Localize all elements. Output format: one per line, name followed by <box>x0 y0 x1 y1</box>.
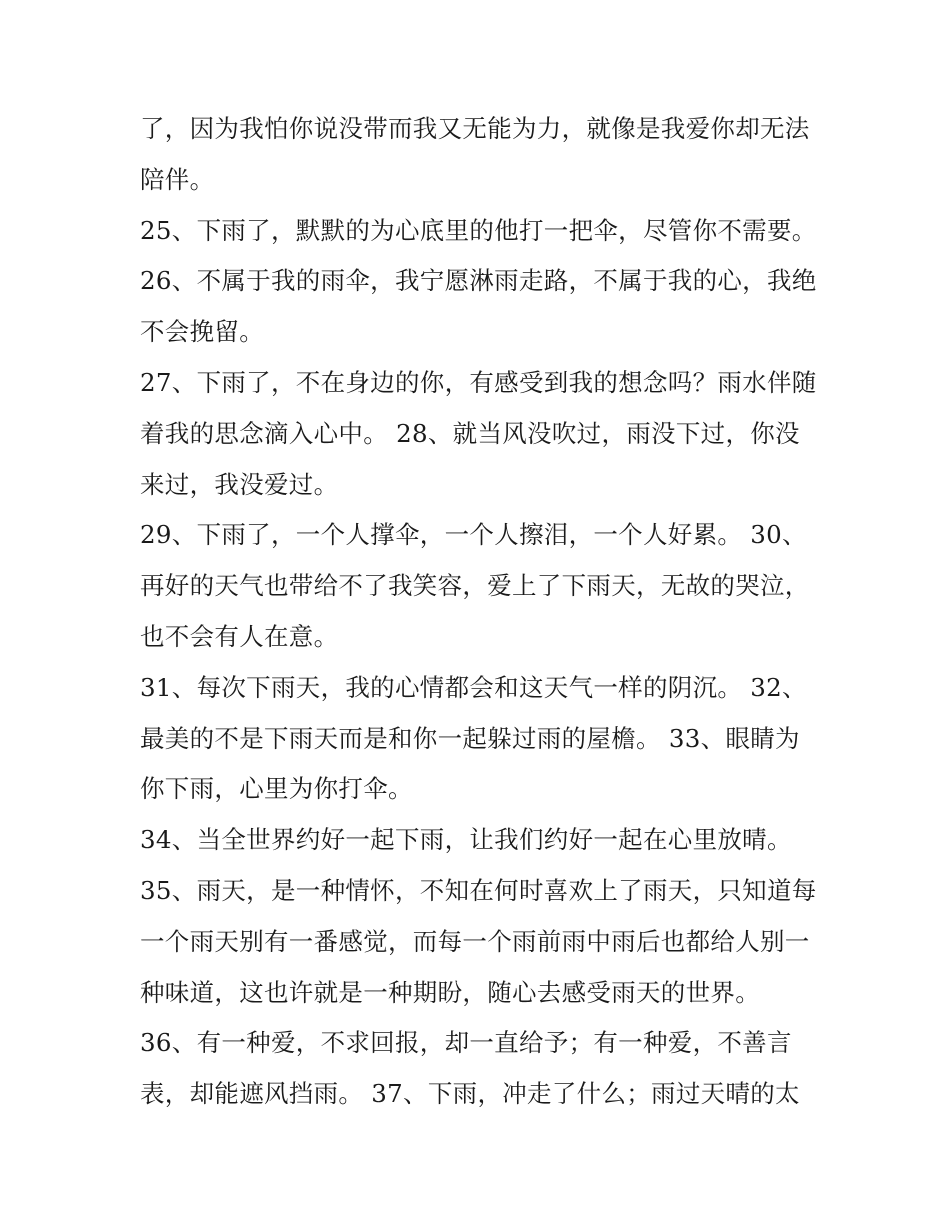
text-line: 不会挽留。 <box>140 317 264 347</box>
text-line: 36、有一种爱，不求回报，却一直给予；有一种爱，不善言 <box>140 1028 792 1058</box>
text-line: 种味道，这也许就是一种期盼，随心去感受雨天的世界。 <box>140 977 760 1007</box>
text-line: 着我的思念滴入心中。 28、就当风没吹过，雨没下过，你没 <box>140 418 800 448</box>
text-line: 表，却能遮风挡雨。 37、下雨，冲走了什么；雨过天晴的太 <box>140 1079 800 1109</box>
text-line: 陪伴。 <box>140 164 215 194</box>
text-line: 35、雨天，是一种情怀，不知在何时喜欢上了雨天，只知道每 <box>140 875 817 905</box>
text-line: 再好的天气也带给不了我笑容，爱上了下雨天，无故的哭泣， <box>140 571 810 601</box>
text-line: 34、当全世界约好一起下雨，让我们约好一起在心里放晴。 <box>140 825 792 855</box>
text-line: 25、下雨了，默默的为心底里的他打一把伞，尽管你不需要。 <box>140 215 817 245</box>
text-line: 最美的不是下雨天而是和你一起躲过雨的屋檐。 33、眼睛为 <box>140 723 800 753</box>
text-line: 31、每次下雨天，我的心情都会和这天气一样的阴沉。 32、 <box>140 672 807 702</box>
text-line: 来过，我没爱过。 <box>140 469 339 499</box>
text-line: 26、不属于我的雨伞，我宁愿淋雨走路，不属于我的心，我绝 <box>140 266 817 296</box>
text-line: 你下雨，心里为你打伞。 <box>140 774 413 804</box>
body-text <box>140 104 820 1120</box>
text-line: 也不会有人在意。 <box>140 621 339 651</box>
text-line: 了，因为我怕你说没带而我又无能为力，就像是我爱你却无法 <box>140 114 810 143</box>
text-line: 27、下雨了，不在身边的你，有感受到我的想念吗？雨水伴随 <box>140 367 817 397</box>
text-line: 一个雨天别有一番感觉，而每一个雨前雨中雨后也都给人别一 <box>140 926 810 956</box>
text-line: 29、下雨了，一个人撑伞，一个人擦泪，一个人好累。 30、 <box>140 520 807 550</box>
